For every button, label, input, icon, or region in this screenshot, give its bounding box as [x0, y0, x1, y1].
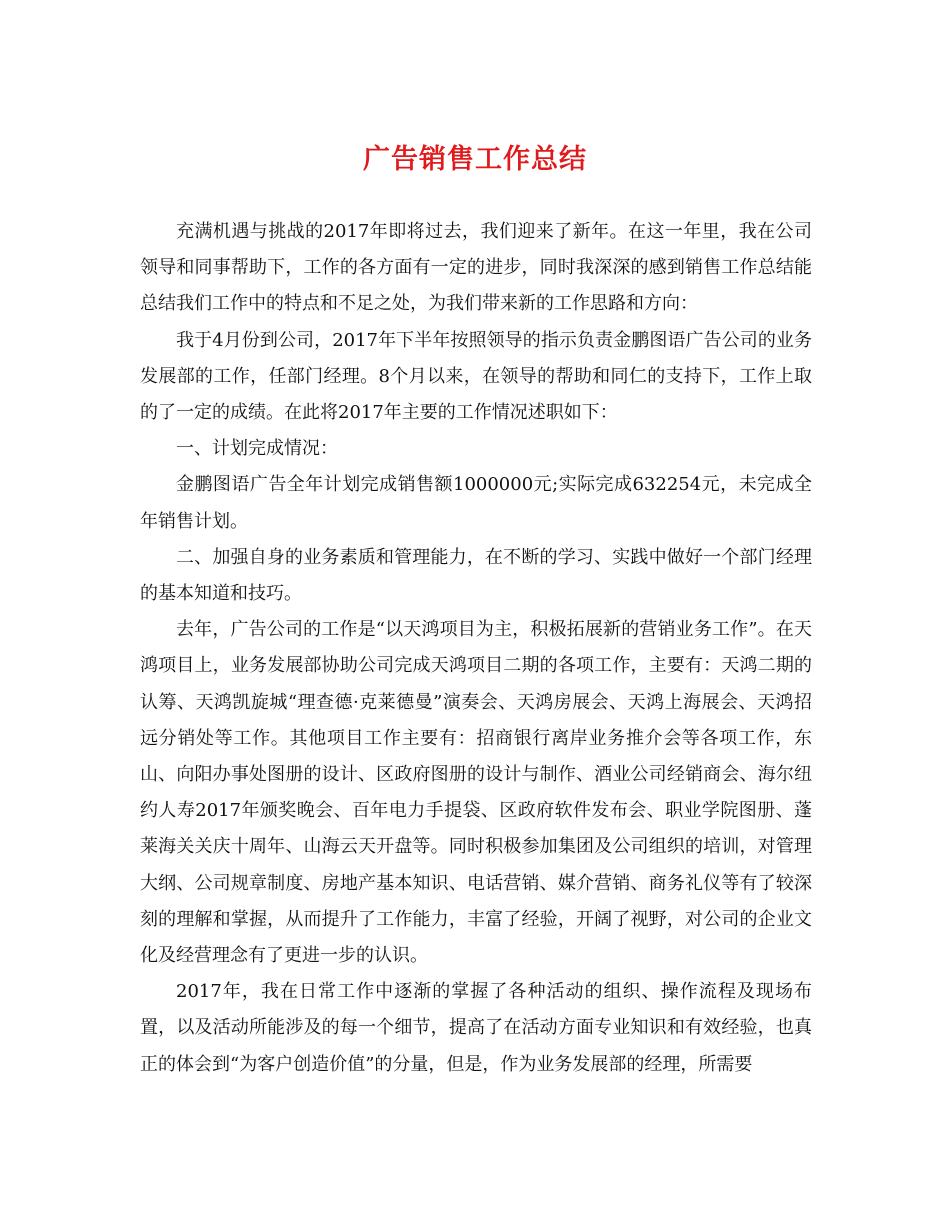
paragraph-sales-figures: 金鹏图语广告全年计划完成销售额1000000元;实际完成632254元，未完成全年销售计划。 [140, 474, 812, 532]
paragraph-2017-experience: 2017年，我在日常工作中逐渐的掌握了各种活动的组织、操作流程及现场布置，以及活动所能涉及的每一个细节，提高了在活动方面专业知识和有效经验，也真正的体会到“为客户创造价值”的分量，但是，作为业务发展部的经理，所需要 [140, 981, 812, 1075]
document-body [140, 214, 812, 1083]
paragraph-intro: 充满机遇与挑战的2017年即将过去，我们迎来了新年。在这一年里，我在公司领导和同事帮助下，工作的各方面有一定的进步，同时我深深的感到销售工作总结能总结我们工作中的特点和不足之处，为我们带来新的工作思路和方向： [140, 221, 812, 315]
document-title: 广告销售工作总结 [363, 144, 587, 175]
heading-skills: 二、加强自身的业务素质和管理能力，在不断的学习、实践中做好一个部门经理的基本知道和技巧。 [140, 546, 812, 605]
paragraph-projects: 去年，广告公司的工作是“以天鸿项目为主，积极拓展新的营销业务工作”。在天鸿项目上，业务发展部协助公司完成天鸿项目二期的各项工作，主要有：天鸿二期的认筹、天鸿凯旋城“理查德·克莱德曼”演奏会、天鸿房展会、天鸿上海展会、天鸿招远分销处等工作。其他项目工作主要有：招商银行离岸业务推介会等各项工作，东山、向阳办事处图册的设计、区政府图册的设计与制作、酒业公司经销商会、海尔纽约人寿2017年颁奖晚会、百年电力手提袋、区政府软件发布会、职业学院图册、蓬莱海关关庆十周年、山海云天开盘等。同时积极参加集团及公司组织的培训，对管理大纲、公司规章制度、房地产基本知识、电话营销、媒介营销、商务礼仪等有了较深刻的理解和掌握，从而提升了工作能力，丰富了经验，开阔了视野，对公司的企业文化及经营理念有了更进一步的认识。 [140, 619, 812, 967]
heading-plan-completion: 一、计划完成情况： [176, 438, 338, 460]
paragraph-background: 我于4月份到公司，2017年下半年按照领导的指示负责金鹏图语广告公司的业务发展部的工作，任部门经理。8个月以来，在领导的帮助和同仁的支持下，工作上取的了一定的成绩。在此将2017年主要的工作情况述职如下： [140, 329, 812, 424]
